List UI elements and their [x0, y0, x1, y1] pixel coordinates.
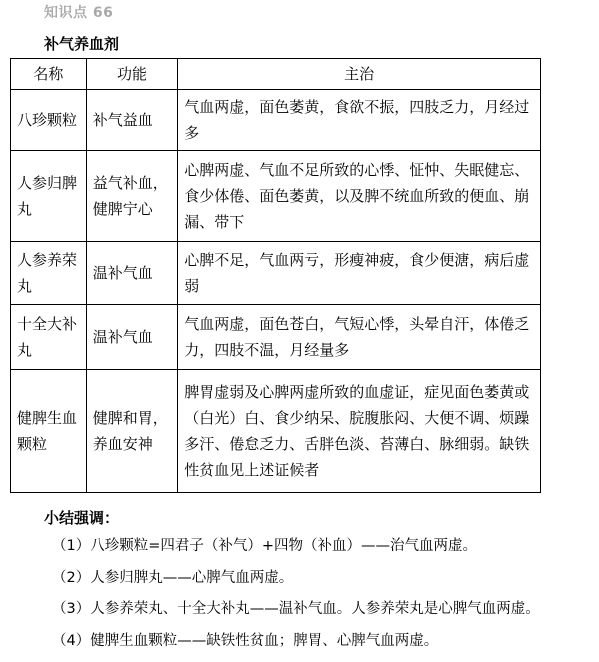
- table-row: [11, 242, 541, 305]
- cell-name: 人参养荣丸: [11, 242, 87, 305]
- table-row: [11, 305, 541, 370]
- section-title: 补气养血剂: [44, 35, 120, 53]
- cell-name: 健脾生血颗粒: [11, 370, 87, 493]
- table-header-row: [11, 59, 541, 90]
- cell-function: 益气补血，健脾宁心: [86, 151, 177, 242]
- header-indication: 主治: [178, 59, 541, 90]
- cell-indication: 心脾不足，气血两亏，形瘦神疲，食少便溏，病后虚弱: [178, 242, 541, 305]
- cell-name: 人参归脾丸: [11, 151, 87, 242]
- summary-item: （2）人参归脾丸——心脾气血两虚。: [52, 569, 294, 586]
- cell-name: 十全大补丸: [11, 305, 87, 370]
- cell-indication: 脾胃虚弱及心脾两虚所致的血虚证，症见面色萎黄或（白光）白、食少纳呆、脘腹胀闷、大便不调、烦躁多汗、倦怠乏力、舌胖色淡、苔薄白、脉细弱。缺铁性贫血见上述证候者: [178, 370, 541, 493]
- summary-item: （4）健脾生血颗粒——缺铁性贫血；脾胃、心脾气血两虚。: [52, 632, 439, 649]
- knowledge-point-label: 知识点 66: [44, 5, 114, 21]
- cell-function: 健脾和胃，养血安神: [86, 370, 177, 493]
- header-name: 名称: [11, 59, 87, 90]
- cell-function: 补气益血: [86, 90, 177, 151]
- header-function: 功能: [86, 59, 177, 90]
- formula-table: [10, 58, 541, 493]
- cell-function: 温补气血: [86, 305, 177, 370]
- cell-indication: 气血两虚，面色苍白，气短心悸，头晕自汗，体倦乏力，四肢不温，月经量多: [178, 305, 541, 370]
- summary-item: （1）八珍颗粒=四君子（补气）+四物（补血）——治气血两虚。: [52, 538, 478, 554]
- table-row: [11, 151, 541, 242]
- table-row: [11, 370, 541, 493]
- cell-indication: 气血两虚，面色萎黄，食欲不振，四肢乏力，月经过多: [178, 90, 541, 151]
- cell-indication: 心脾两虚、气血不足所致的心悸、怔忡、失眠健忘、食少体倦、面色萎黄，以及脾不统血所致的便血、崩漏、带下: [178, 151, 541, 242]
- cell-function: 温补气血: [86, 242, 177, 305]
- summary-title: 小结强调：: [44, 509, 120, 527]
- cell-name: 八珍颗粒: [11, 90, 87, 151]
- table-row: [11, 90, 541, 151]
- summary-item: （3）人参养荣丸、十全大补丸——温补气血。人参养荣丸是心脾气血两虚。: [52, 601, 540, 617]
- summary-list: [52, 536, 540, 662]
